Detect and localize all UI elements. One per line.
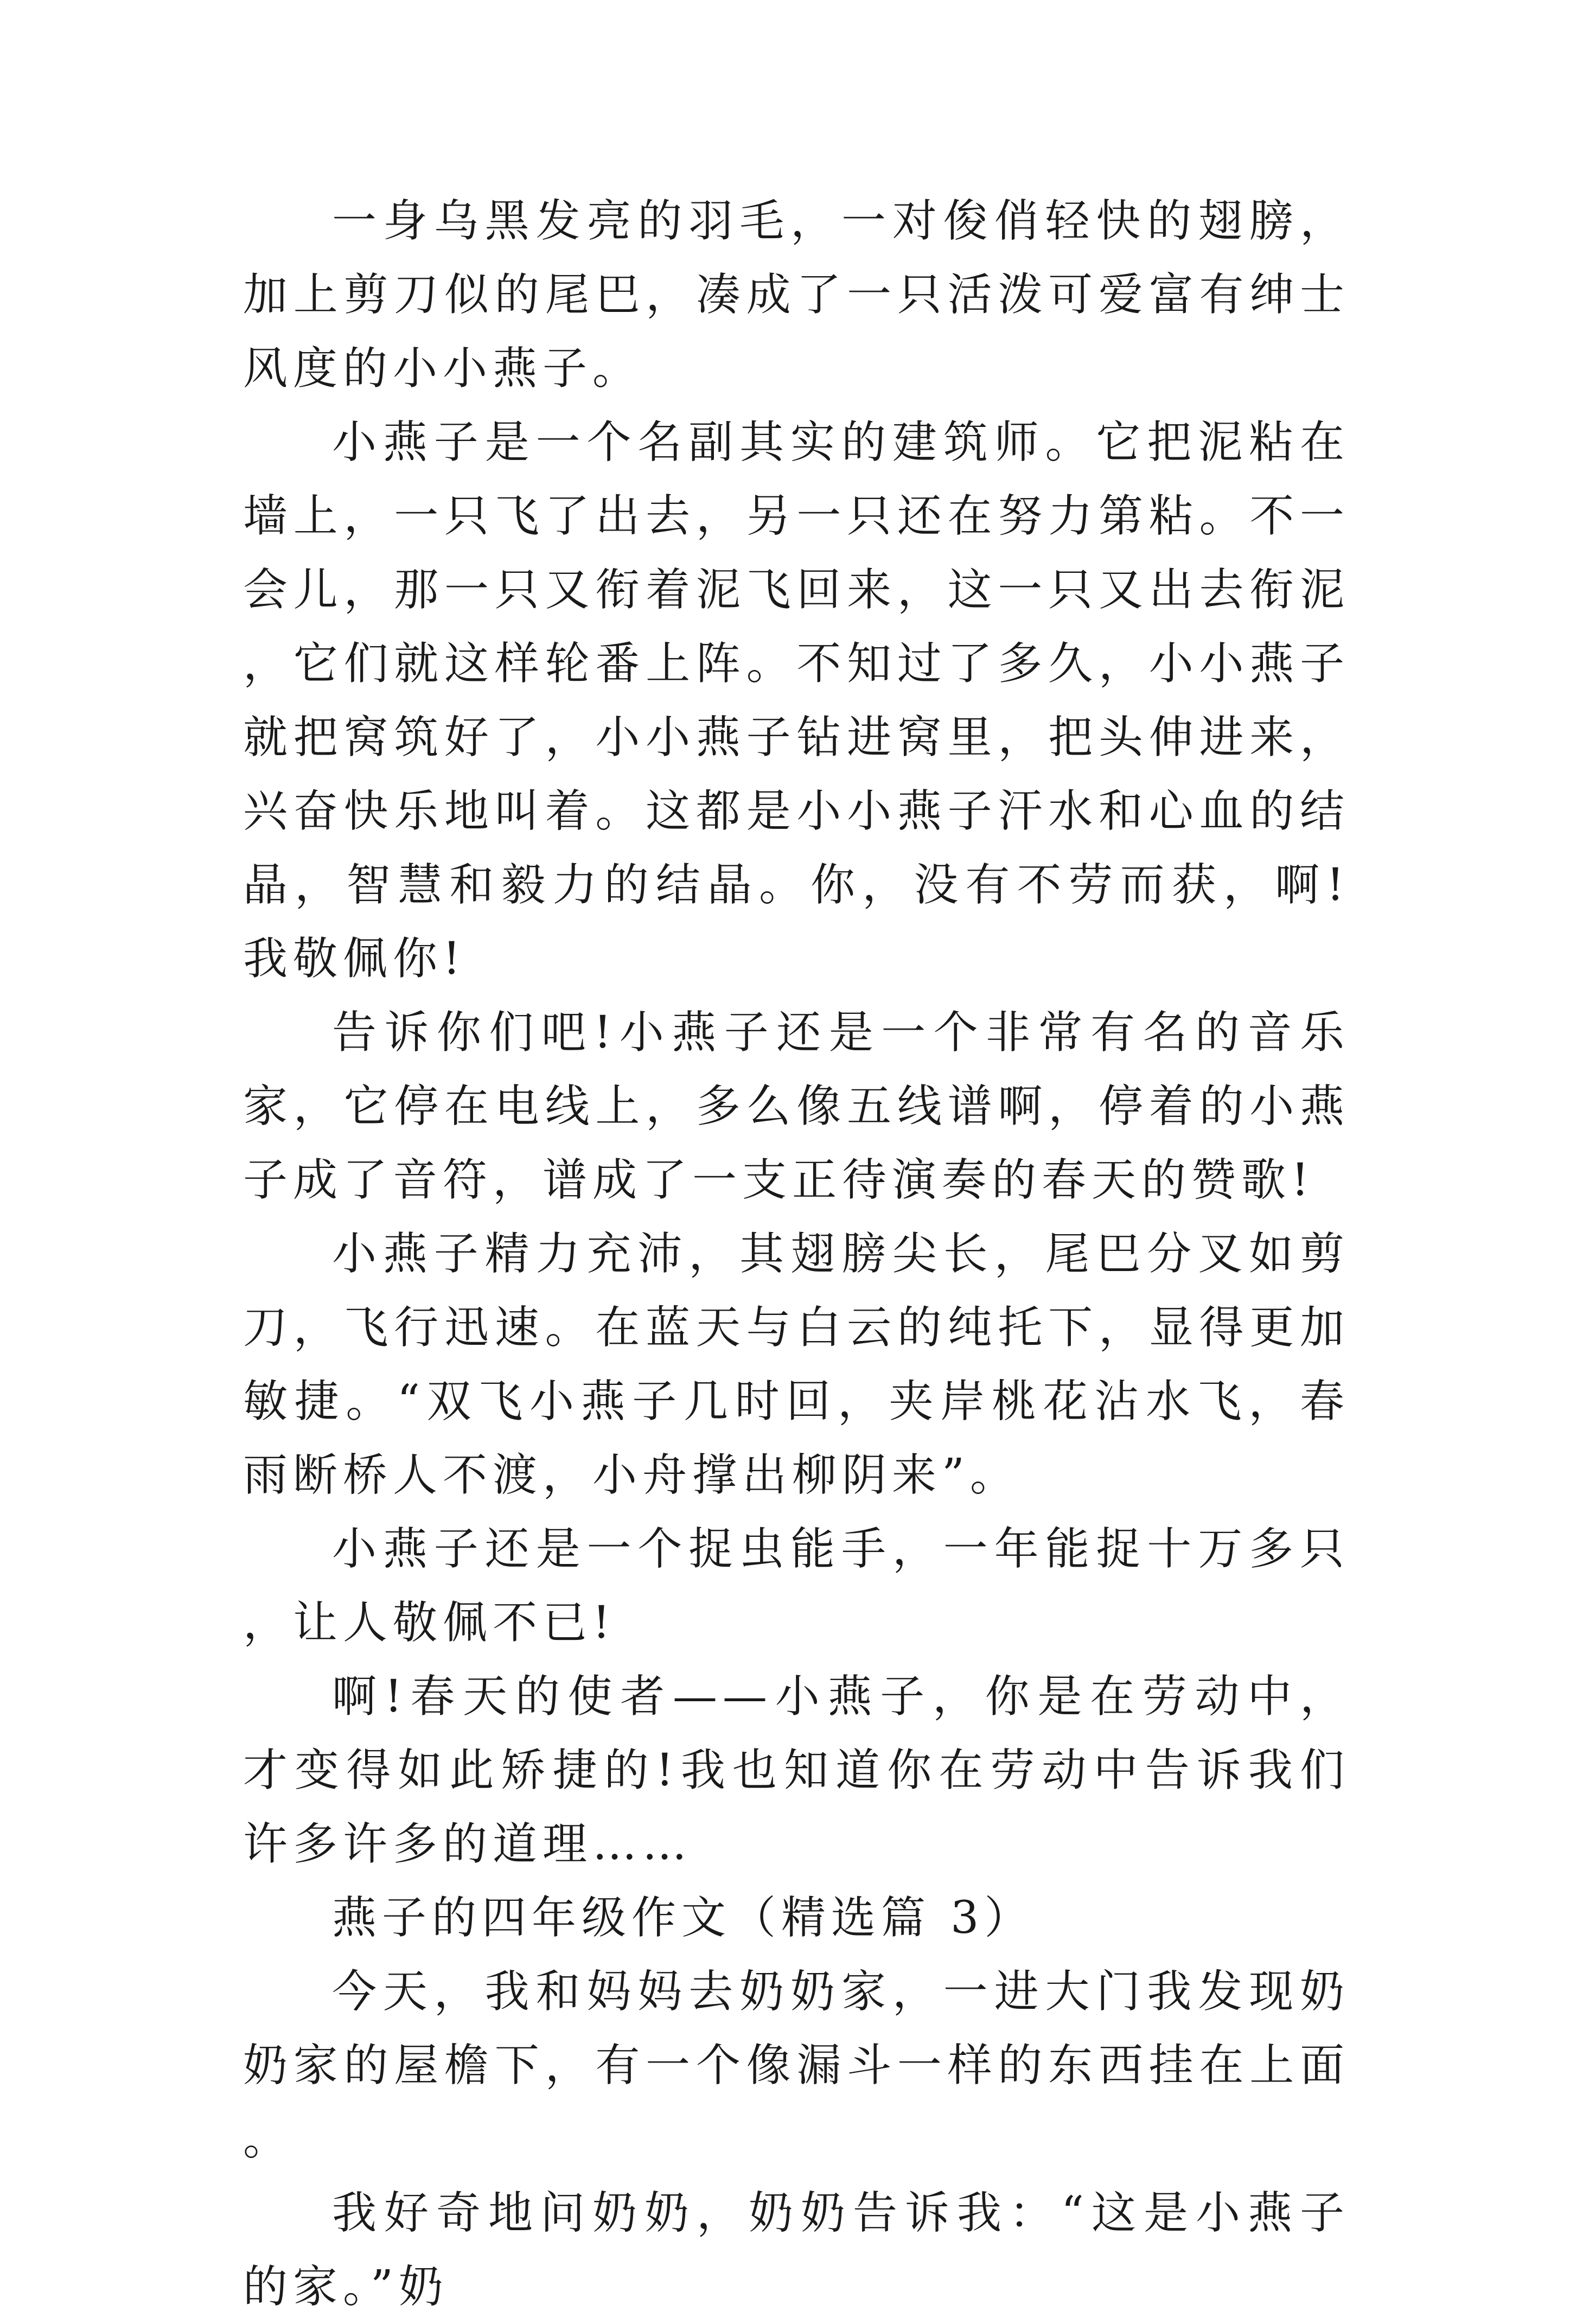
paragraph-architect: 小燕子是一个名副其实的建筑师。它把泥粘在墙上，一只飞了出去，另一只还在努力第粘。不一会儿，那一只又衔着泥飞回来，这一只又出去衔泥，它们就这样轮番上阵。不知过了多久，小小燕子就把窝筑好了，小小燕子钻进窝里，把头伸进来，兴奋快乐地叫着。这都是小小燕子汗水和心血的结晶，智慧和毅力的结晶。你，没有不劳而获，啊!我敬佩你! [243, 417, 1350, 985]
paragraph-question: 我好奇地问奶奶，奶奶告诉我：“这是小燕子的家。”奶 [243, 2187, 1350, 2313]
paragraph-appearance: 一身乌黑发亮的羽毛，一对俊俏轻快的翅膀，加上剪刀似的尾巴，凑成了一只活泼可爱富有绅士风度的小小燕子。 [243, 195, 1350, 394]
section-heading: 燕子的四年级作文（精选篇 3） [332, 1892, 1035, 1944]
paragraph-grandma-house: 今天，我和妈妈去奶奶家，一进大门我发现奶奶家的屋檐下，有一个像漏斗一样的东西挂在上面。 [243, 1966, 1350, 2165]
paragraph-flight: 小燕子精力充沛，其翅膀尖长，尾巴分叉如剪刀，飞行迅速。在蓝天与白云的纯托下，显得更加敏捷。“双飞小燕子几时回，夹岸桃花沾水飞，春雨断桥人不渡，小舟撑出柳阴来”。 [243, 1228, 1350, 1501]
document-body [243, 184, 1350, 2324]
paragraph-insect-catcher: 小燕子还是一个捉虫能手，一年能捉十万多只，让人敬佩不已! [243, 1523, 1350, 1649]
paragraph-conclusion: 啊!春天的使者——小燕子，你是在劳动中，才变得如此矫捷的!我也知道你在劳动中告诉我们许多许多的道理…… [243, 1671, 1350, 1870]
paragraph-musician: 告诉你们吧!小燕子还是一个非常有名的音乐家，它停在电线上，多么像五线谱啊，停着的小燕子成了音符，谱成了一支正待演奏的春天的赞歌! [243, 1007, 1350, 1206]
